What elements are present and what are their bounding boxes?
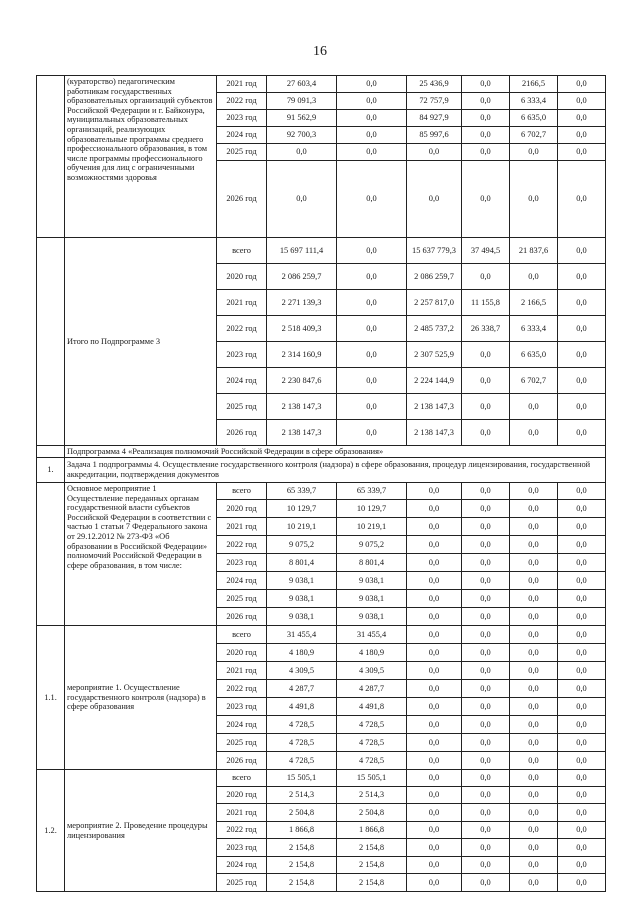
value-cell-x: 0,0 — [558, 316, 606, 342]
value-cell-rb: 0,0 — [407, 839, 462, 857]
year-cell: 2026 год — [217, 752, 267, 770]
value-cell-fb: 1 866,8 — [337, 822, 407, 839]
value-cell-mb: 0,0 — [462, 626, 510, 644]
year-cell: 2020 год — [217, 264, 267, 290]
value-cell-total: 8 801,4 — [267, 554, 337, 572]
value-cell-x: 0,0 — [558, 394, 606, 420]
table-row — [37, 626, 606, 644]
value-cell-fb: 2 154,8 — [337, 874, 407, 892]
value-cell-total: 4 491,8 — [267, 698, 337, 716]
value-cell-other: 6 635,0 — [510, 342, 558, 368]
value-cell-x: 0,0 — [558, 716, 606, 734]
value-cell-mb: 0,0 — [462, 536, 510, 554]
row-number: 1. — [37, 458, 65, 483]
value-cell-rb: 0,0 — [407, 822, 462, 839]
value-cell-rb: 0,0 — [407, 536, 462, 554]
year-cell: 2025 год — [217, 590, 267, 608]
value-cell-x: 0,0 — [558, 608, 606, 626]
year-cell: 2024 год — [217, 716, 267, 734]
value-cell-total: 4 728,5 — [267, 752, 337, 770]
value-cell-other: 6 635,0 — [510, 110, 558, 127]
value-cell-fb: 0,0 — [337, 342, 407, 368]
value-cell-mb: 0,0 — [462, 110, 510, 127]
value-cell-fb: 4 180,9 — [337, 644, 407, 662]
value-cell-rb: 15 637 779,3 — [407, 238, 462, 264]
value-cell-x: 0,0 — [558, 572, 606, 590]
value-cell-rb: 0,0 — [407, 662, 462, 680]
value-cell-rb: 0,0 — [407, 804, 462, 822]
value-cell-total: 4 287,7 — [267, 680, 337, 698]
value-cell-rb: 0,0 — [407, 644, 462, 662]
value-cell-x: 0,0 — [558, 662, 606, 680]
value-cell-mb: 0,0 — [462, 770, 510, 787]
year-cell: 2021 год — [217, 518, 267, 536]
year-cell: 2026 год — [217, 608, 267, 626]
value-cell-other: 0,0 — [510, 536, 558, 554]
value-cell-mb: 0,0 — [462, 342, 510, 368]
value-cell-other: 0,0 — [510, 804, 558, 822]
value-cell-rb: 72 757,9 — [407, 93, 462, 110]
value-cell-fb: 0,0 — [337, 238, 407, 264]
value-cell-total: 2 138 147,3 — [267, 394, 337, 420]
value-cell-fb: 0,0 — [337, 264, 407, 290]
value-cell-x: 0,0 — [558, 238, 606, 264]
value-cell-total: 2 514,3 — [267, 787, 337, 804]
value-cell-rb: 0,0 — [407, 144, 462, 161]
value-cell-total: 4 728,5 — [267, 716, 337, 734]
value-cell-other: 0,0 — [510, 734, 558, 752]
value-cell-other: 0,0 — [510, 680, 558, 698]
value-cell-fb: 0,0 — [337, 420, 407, 446]
value-cell-mb: 0,0 — [462, 662, 510, 680]
value-cell-rb: 0,0 — [407, 590, 462, 608]
value-cell-other: 0,0 — [510, 716, 558, 734]
year-cell: 2023 год — [217, 698, 267, 716]
value-cell-total: 10 219,1 — [267, 518, 337, 536]
value-cell-fb: 0,0 — [337, 161, 407, 238]
value-cell-rb: 0,0 — [407, 518, 462, 536]
value-cell-mb: 0,0 — [462, 394, 510, 420]
value-cell-other: 6 333,4 — [510, 316, 558, 342]
value-cell-mb: 0,0 — [462, 822, 510, 839]
page-number: 16 — [313, 44, 327, 59]
value-cell-mb: 0,0 — [462, 874, 510, 892]
value-cell-x: 0,0 — [558, 144, 606, 161]
year-cell: 2021 год — [217, 290, 267, 316]
value-cell-fb: 4 728,5 — [337, 752, 407, 770]
table-row — [37, 76, 606, 93]
table-row — [37, 238, 606, 264]
value-cell-x: 0,0 — [558, 500, 606, 518]
value-cell-other: 0,0 — [510, 554, 558, 572]
value-cell-fb: 2 514,3 — [337, 787, 407, 804]
value-cell-mb: 0,0 — [462, 161, 510, 238]
value-cell-other: 6 702,7 — [510, 368, 558, 394]
value-cell-mb: 0,0 — [462, 420, 510, 446]
value-cell-rb: 0,0 — [407, 626, 462, 644]
value-cell-other: 0,0 — [510, 264, 558, 290]
value-cell-mb: 0,0 — [462, 857, 510, 874]
year-cell: 2025 год — [217, 394, 267, 420]
row-number: 1.2. — [37, 770, 65, 892]
value-cell-mb: 0,0 — [462, 698, 510, 716]
value-cell-rb: 0,0 — [407, 698, 462, 716]
value-cell-mb: 0,0 — [462, 716, 510, 734]
value-cell-mb: 0,0 — [462, 680, 510, 698]
item-description: (кураторство) педагогическим работникам государственных образовательных организаций субъектов Российской Федерации и г. Байконура, муниципальных образовательных организаций, реализующих образовательные программы среднего профессионального образования, в том числе программы профессионального обучения для лиц с ограниченными возможностями здоровья — [65, 76, 217, 238]
value-cell-total: 31 455,4 — [267, 626, 337, 644]
value-cell-rb: 2 257 817,0 — [407, 290, 462, 316]
value-cell-x: 0,0 — [558, 93, 606, 110]
value-cell-fb: 4 728,5 — [337, 734, 407, 752]
value-cell-x: 0,0 — [558, 804, 606, 822]
value-cell-total: 79 091,3 — [267, 93, 337, 110]
value-cell-total: 4 728,5 — [267, 734, 337, 752]
value-cell-rb: 0,0 — [407, 734, 462, 752]
value-cell-other: 0,0 — [510, 144, 558, 161]
value-cell-total: 2 314 160,9 — [267, 342, 337, 368]
value-cell-fb: 0,0 — [337, 394, 407, 420]
value-cell-fb: 65 339,7 — [337, 483, 407, 500]
value-cell-mb: 26 338,7 — [462, 316, 510, 342]
value-cell-rb: 85 997,6 — [407, 127, 462, 144]
value-cell-other: 0,0 — [510, 752, 558, 770]
value-cell-other: 0,0 — [510, 787, 558, 804]
value-cell-fb: 4 309,5 — [337, 662, 407, 680]
value-cell-total: 10 129,7 — [267, 500, 337, 518]
value-cell-total: 91 562,9 — [267, 110, 337, 127]
value-cell-rb: 0,0 — [407, 874, 462, 892]
value-cell-fb: 0,0 — [337, 290, 407, 316]
year-cell: 2020 год — [217, 500, 267, 518]
value-cell-mb: 0,0 — [462, 839, 510, 857]
year-cell: 2020 год — [217, 644, 267, 662]
row-number: 1.1. — [37, 626, 65, 770]
value-cell-mb: 0,0 — [462, 93, 510, 110]
value-cell-rb: 0,0 — [407, 161, 462, 238]
value-cell-rb: 2 138 147,3 — [407, 394, 462, 420]
value-cell-other: 2166,5 — [510, 76, 558, 93]
value-cell-fb: 9 038,1 — [337, 590, 407, 608]
value-cell-x: 0,0 — [558, 127, 606, 144]
year-cell: всего — [217, 238, 267, 264]
value-cell-total: 9 075,2 — [267, 536, 337, 554]
value-cell-rb: 0,0 — [407, 752, 462, 770]
value-cell-total: 15 697 111,4 — [267, 238, 337, 264]
value-cell-x: 0,0 — [558, 342, 606, 368]
value-cell-other: 0,0 — [510, 770, 558, 787]
value-cell-mb: 0,0 — [462, 483, 510, 500]
value-cell-rb: 0,0 — [407, 500, 462, 518]
year-cell: 2021 год — [217, 804, 267, 822]
value-cell-other: 0,0 — [510, 572, 558, 590]
value-cell-x: 0,0 — [558, 290, 606, 316]
value-cell-other: 0,0 — [510, 394, 558, 420]
value-cell-mb: 0,0 — [462, 787, 510, 804]
value-cell-total: 9 038,1 — [267, 572, 337, 590]
value-cell-x: 0,0 — [558, 857, 606, 874]
value-cell-fb: 2 154,8 — [337, 857, 407, 874]
value-cell-mb: 0,0 — [462, 804, 510, 822]
value-cell-fb: 0,0 — [337, 93, 407, 110]
value-cell-total: 9 038,1 — [267, 590, 337, 608]
value-cell-total: 2 271 139,3 — [267, 290, 337, 316]
value-cell-mb: 0,0 — [462, 368, 510, 394]
value-cell-fb: 4 728,5 — [337, 716, 407, 734]
value-cell-other: 0,0 — [510, 590, 558, 608]
value-cell-other: 6 333,4 — [510, 93, 558, 110]
value-cell-fb: 9 075,2 — [337, 536, 407, 554]
value-cell-total: 9 038,1 — [267, 608, 337, 626]
value-cell-x: 0,0 — [558, 626, 606, 644]
value-cell-x: 0,0 — [558, 752, 606, 770]
year-cell: 2025 год — [217, 734, 267, 752]
year-cell: всего — [217, 626, 267, 644]
value-cell-fb: 0,0 — [337, 110, 407, 127]
value-cell-other: 0,0 — [510, 698, 558, 716]
value-cell-total: 15 505,1 — [267, 770, 337, 787]
value-cell-total: 2 154,8 — [267, 874, 337, 892]
value-cell-other: 0,0 — [510, 608, 558, 626]
value-cell-other: 0,0 — [510, 626, 558, 644]
table-row — [37, 770, 606, 787]
event-description: мероприятие 1. Осуществление государственного контроля (надзора) в сфере образования — [65, 626, 217, 770]
value-cell-fb: 0,0 — [337, 127, 407, 144]
row-number — [37, 76, 65, 238]
value-cell-x: 0,0 — [558, 483, 606, 500]
table-row — [37, 483, 606, 500]
value-cell-x: 0,0 — [558, 698, 606, 716]
task-row — [37, 458, 606, 483]
value-cell-fb: 10 219,1 — [337, 518, 407, 536]
value-cell-fb: 15 505,1 — [337, 770, 407, 787]
value-cell-fb: 4 287,7 — [337, 680, 407, 698]
year-cell: 2020 год — [217, 787, 267, 804]
value-cell-mb: 37 494,5 — [462, 238, 510, 264]
value-cell-mb: 0,0 — [462, 76, 510, 93]
value-cell-x: 0,0 — [558, 518, 606, 536]
table-body — [37, 76, 606, 892]
value-cell-rb: 0,0 — [407, 483, 462, 500]
value-cell-fb: 2 504,8 — [337, 804, 407, 822]
value-cell-x: 0,0 — [558, 874, 606, 892]
main-event-description: Основное мероприятие 1 Осуществление переданных органам государственной власти субъектов Российской Федерации в соответствии с частью 1 статьи 7 Федерального закона от 29.12.2012 № 273-ФЗ «Об образовании в Российской Федерации» полномочий Российской Федерации в сфере образования, в том числе: — [65, 483, 217, 626]
value-cell-rb: 84 927,9 — [407, 110, 462, 127]
value-cell-x: 0,0 — [558, 734, 606, 752]
value-cell-rb: 0,0 — [407, 857, 462, 874]
budget-table — [36, 75, 606, 892]
value-cell-x: 0,0 — [558, 839, 606, 857]
value-cell-fb: 31 455,4 — [337, 626, 407, 644]
value-cell-x: 0,0 — [558, 590, 606, 608]
value-cell-rb: 0,0 — [407, 572, 462, 590]
value-cell-mb: 0,0 — [462, 144, 510, 161]
value-cell-total: 2 138 147,3 — [267, 420, 337, 446]
value-cell-total: 2 230 847,6 — [267, 368, 337, 394]
year-cell: 2021 год — [217, 662, 267, 680]
value-cell-x: 0,0 — [558, 644, 606, 662]
value-cell-fb: 8 801,4 — [337, 554, 407, 572]
year-cell: 2023 год — [217, 110, 267, 127]
value-cell-x: 0,0 — [558, 554, 606, 572]
year-cell: 2023 год — [217, 839, 267, 857]
value-cell-total: 2 086 259,7 — [267, 264, 337, 290]
value-cell-total: 27 603,4 — [267, 76, 337, 93]
year-cell: 2022 год — [217, 680, 267, 698]
value-cell-fb: 0,0 — [337, 76, 407, 93]
year-cell: 2022 год — [217, 822, 267, 839]
value-cell-mb: 0,0 — [462, 518, 510, 536]
value-cell-x: 0,0 — [558, 76, 606, 93]
value-cell-mb: 0,0 — [462, 590, 510, 608]
value-cell-x: 0,0 — [558, 680, 606, 698]
value-cell-rb: 2 307 525,9 — [407, 342, 462, 368]
value-cell-x: 0,0 — [558, 770, 606, 787]
year-cell: 2025 год — [217, 874, 267, 892]
value-cell-mb: 0,0 — [462, 500, 510, 518]
year-cell: всего — [217, 770, 267, 787]
value-cell-rb: 25 436,9 — [407, 76, 462, 93]
value-cell-other: 0,0 — [510, 420, 558, 446]
value-cell-fb: 10 129,7 — [337, 500, 407, 518]
event-description: мероприятие 2. Проведение процедуры лицензирования — [65, 770, 217, 892]
year-cell: 2024 год — [217, 572, 267, 590]
year-cell: 2021 год — [217, 76, 267, 93]
year-cell: 2023 год — [217, 554, 267, 572]
value-cell-x: 0,0 — [558, 368, 606, 394]
value-cell-mb: 0,0 — [462, 644, 510, 662]
value-cell-mb: 0,0 — [462, 608, 510, 626]
year-cell: 2025 год — [217, 144, 267, 161]
value-cell-x: 0,0 — [558, 822, 606, 839]
value-cell-other: 0,0 — [510, 518, 558, 536]
value-cell-fb: 9 038,1 — [337, 608, 407, 626]
value-cell-rb: 2 138 147,3 — [407, 420, 462, 446]
row-number — [37, 483, 65, 626]
value-cell-other: 0,0 — [510, 839, 558, 857]
value-cell-mb: 11 155,8 — [462, 290, 510, 316]
value-cell-rb: 0,0 — [407, 770, 462, 787]
value-cell-rb: 0,0 — [407, 787, 462, 804]
value-cell-total: 1 866,8 — [267, 822, 337, 839]
value-cell-other: 0,0 — [510, 500, 558, 518]
subprogram-total-label: Итого по Подпрограмме 3 — [65, 238, 217, 446]
value-cell-x: 0,0 — [558, 787, 606, 804]
value-cell-x: 0,0 — [558, 420, 606, 446]
value-cell-mb: 0,0 — [462, 554, 510, 572]
value-cell-rb: 0,0 — [407, 680, 462, 698]
value-cell-other: 0,0 — [510, 662, 558, 680]
value-cell-x: 0,0 — [558, 110, 606, 127]
value-cell-fb: 0,0 — [337, 144, 407, 161]
value-cell-total: 2 154,8 — [267, 839, 337, 857]
value-cell-rb: 2 086 259,7 — [407, 264, 462, 290]
value-cell-mb: 0,0 — [462, 734, 510, 752]
value-cell-total: 4 180,9 — [267, 644, 337, 662]
year-cell: 2026 год — [217, 420, 267, 446]
value-cell-mb: 0,0 — [462, 264, 510, 290]
year-cell: 2022 год — [217, 93, 267, 110]
value-cell-other: 0,0 — [510, 822, 558, 839]
row-number — [37, 238, 65, 446]
value-cell-rb: 2 224 144,9 — [407, 368, 462, 394]
value-cell-mb: 0,0 — [462, 127, 510, 144]
value-cell-mb: 0,0 — [462, 752, 510, 770]
year-cell: 2023 год — [217, 342, 267, 368]
value-cell-rb: 0,0 — [407, 554, 462, 572]
value-cell-total: 65 339,7 — [267, 483, 337, 500]
row-number — [37, 446, 65, 458]
value-cell-other: 0,0 — [510, 483, 558, 500]
value-cell-other: 0,0 — [510, 161, 558, 238]
value-cell-fb: 2 154,8 — [337, 839, 407, 857]
value-cell-fb: 0,0 — [337, 316, 407, 342]
value-cell-other: 2 166,5 — [510, 290, 558, 316]
value-cell-other: 0,0 — [510, 857, 558, 874]
year-cell: 2024 год — [217, 857, 267, 874]
value-cell-rb: 0,0 — [407, 716, 462, 734]
value-cell-rb: 0,0 — [407, 608, 462, 626]
year-cell: 2022 год — [217, 536, 267, 554]
value-cell-mb: 0,0 — [462, 572, 510, 590]
value-cell-other: 0,0 — [510, 644, 558, 662]
value-cell-x: 0,0 — [558, 536, 606, 554]
value-cell-total: 2 154,8 — [267, 857, 337, 874]
value-cell-other: 0,0 — [510, 874, 558, 892]
value-cell-x: 0,0 — [558, 161, 606, 238]
value-cell-total: 92 700,3 — [267, 127, 337, 144]
value-cell-total: 2 518 409,3 — [267, 316, 337, 342]
value-cell-rb: 2 485 737,2 — [407, 316, 462, 342]
value-cell-x: 0,0 — [558, 264, 606, 290]
value-cell-fb: 0,0 — [337, 368, 407, 394]
value-cell-total: 4 309,5 — [267, 662, 337, 680]
value-cell-fb: 4 491,8 — [337, 698, 407, 716]
subprogram-header-row — [37, 446, 606, 458]
value-cell-total: 0,0 — [267, 161, 337, 238]
value-cell-total: 2 504,8 — [267, 804, 337, 822]
subprogram-title: Подпрограмма 4 «Реализация полномочий Российской Федерации в сфере образования» — [65, 446, 606, 458]
year-cell: 2024 год — [217, 368, 267, 394]
task-title: Задача 1 подпрограммы 4. Осуществление государственного контроля (надзора) в сфере образования, процедур лицензирования, государственной аккредитации, подтверждения документов — [65, 458, 606, 483]
year-cell: всего — [217, 483, 267, 500]
value-cell-total: 0,0 — [267, 144, 337, 161]
value-cell-other: 6 702,7 — [510, 127, 558, 144]
value-cell-other: 21 837,6 — [510, 238, 558, 264]
value-cell-fb: 9 038,1 — [337, 572, 407, 590]
year-cell: 2026 год — [217, 161, 267, 238]
year-cell: 2022 год — [217, 316, 267, 342]
year-cell: 2024 год — [217, 127, 267, 144]
